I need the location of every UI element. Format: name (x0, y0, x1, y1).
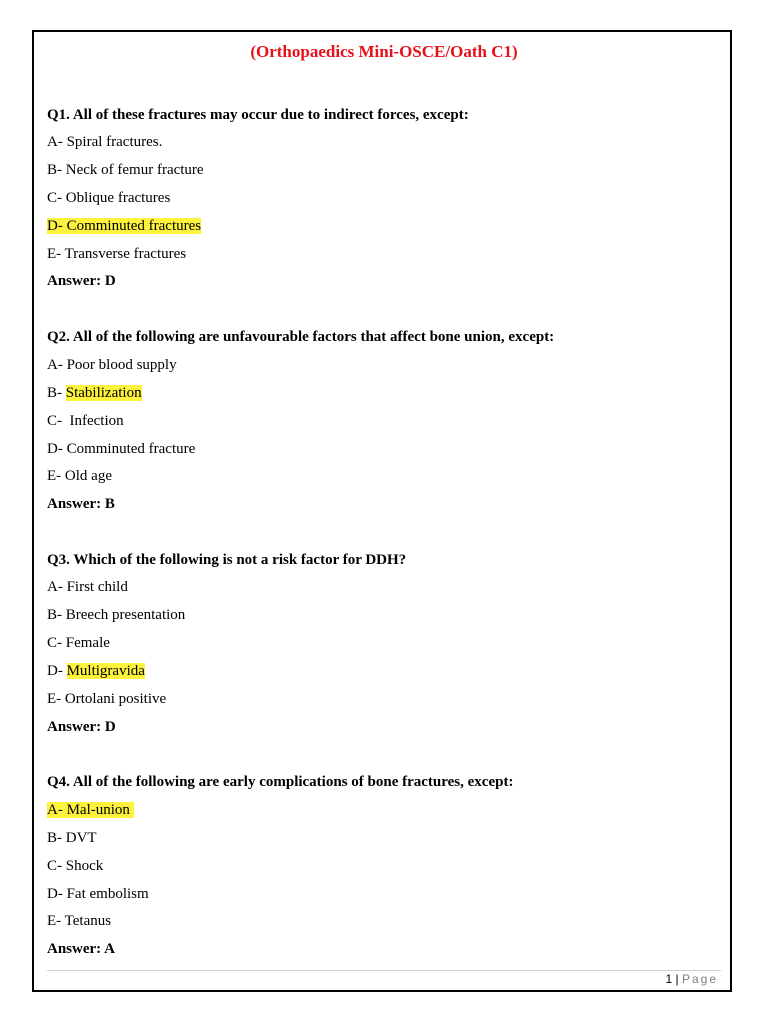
question-2: Q2. All of the following are unfavourable factors that affect bone union, except: (47, 329, 555, 345)
q3-option-a: A- First child (47, 579, 128, 595)
q1-option-c: C- Oblique fractures (47, 190, 171, 206)
question-3: Q3. Which of the following is not a risk factor for DDH? (47, 552, 407, 568)
page-footer: 1 | Page (665, 972, 718, 986)
page-number: 1 (665, 972, 673, 986)
q1-option-e: E- Transverse fractures (47, 246, 187, 262)
page-label: Page (681, 972, 718, 986)
q2-option-d: D- Comminuted fracture (47, 441, 196, 457)
q4-option-b: B- DVT (47, 830, 97, 846)
q3-answer: Answer: D (47, 719, 116, 735)
q3-option-c: C- Female (47, 635, 110, 651)
question-4: Q4. All of the following are early complications of bone fractures, except: (47, 774, 514, 790)
q2-option-e: E- Old age (47, 468, 112, 484)
q2-answer: Answer: B (47, 496, 115, 512)
q1-option-d (47, 216, 201, 236)
highlighted-answer: Multigravida (66, 663, 145, 679)
highlighted-answer: Stabilization (65, 385, 142, 401)
highlighted-answer: D- Comminuted fractures (47, 218, 202, 234)
q4-option-a (47, 800, 134, 820)
q3-option-e: E- Ortolani positive (47, 691, 167, 707)
q4-option-d: D- Fat embolism (47, 886, 149, 902)
footer-divider (47, 970, 721, 971)
document-title: (Orthopaedics Mini-OSCE/Oath C1) (250, 42, 518, 61)
q1-answer: Answer: D (47, 273, 116, 289)
q3-option-b: B- Breech presentation (47, 607, 186, 623)
q1-option-a: A- Spiral fractures. (47, 134, 163, 150)
q4-answer: Answer: A (47, 941, 115, 957)
q2-option-b: B- Stabilization (47, 385, 142, 401)
q1-option-b: B- Neck of femur fracture (47, 162, 204, 178)
q4-option-e: E- Tetanus (47, 913, 112, 929)
highlighted-answer: A- Mal-union (47, 802, 134, 818)
q2-option-c: C- Infection (47, 413, 124, 429)
q4-option-c: C- Shock (47, 858, 104, 874)
q2-option-a: A- Poor blood supply (47, 357, 177, 373)
question-1: Q1. All of these fractures may occur due to indirect forces, except: (47, 107, 469, 123)
q3-option-d: D- Multigravida (47, 663, 145, 679)
